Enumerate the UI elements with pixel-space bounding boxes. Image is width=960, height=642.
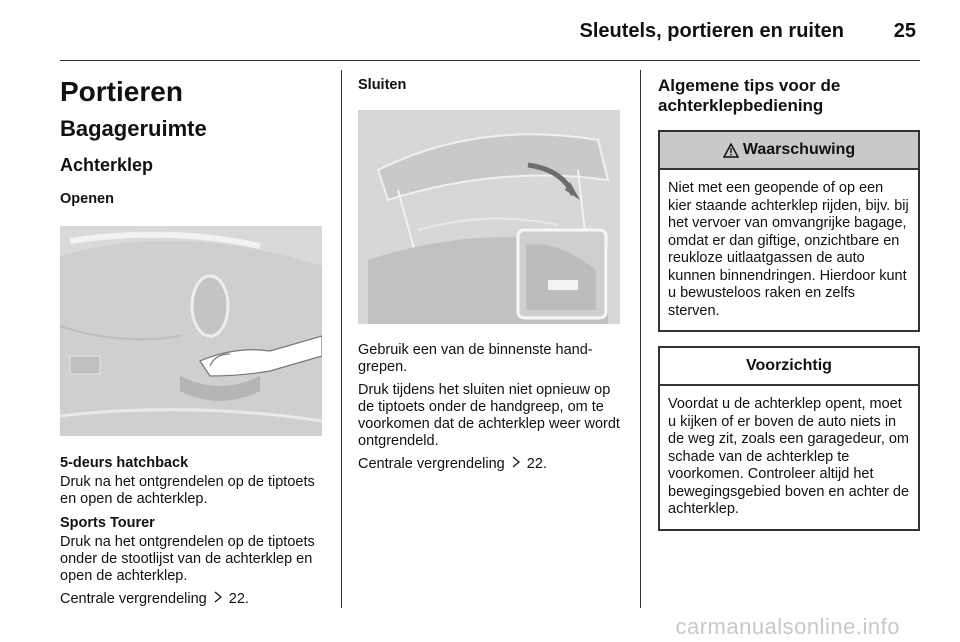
column-divider-1 — [341, 70, 342, 608]
caution-box-header — [660, 348, 918, 386]
label-sports-tourer: Sports Tourer — [60, 515, 155, 531]
warning-body: Niet met een geopende of op een kier staande achterklep rijden, bijv. bij het vervoer van omvangrijke bagage, omdat er dan giftige, onzichtbare en reukloze uitlaatgassen de auto kunnen binnendringen. Hierdoor kunt u bewusteloos raken en zelfs sterven. — [668, 180, 909, 319]
caution-box — [658, 346, 920, 531]
watermark: carmanualsonline.info — [675, 614, 900, 639]
page-reference-arrow-icon — [512, 456, 520, 473]
central-locking-reference — [60, 591, 322, 608]
text-sports-tourer: Druk na het ontgrendelen op de tiptoets onder de stootlijst van de achterklep en open de achterklep. — [60, 534, 315, 584]
text-closing-note: Druk tijdens het sluiten niet opnieuw op de tiptoets onder de handgreep, om te voorkomen dat de achterklep weer wordt ontgrendeld. — [358, 382, 620, 449]
section-title: Portieren — [60, 76, 183, 107]
text-5-door-hatchback: Druk na het ontgrendelen op de tiptoets en open de achterklep. — [60, 474, 315, 507]
central-locking-page[interactable]: 22. — [228, 591, 249, 607]
page-number: 25 — [893, 20, 916, 42]
column-1 — [60, 66, 322, 608]
illustration-opening-tailgate — [60, 226, 322, 436]
header-title: Sleutels, portieren en ruiten — [579, 20, 844, 42]
topic-title: Achterklep — [60, 155, 154, 175]
column-2 — [358, 66, 620, 473]
warning-triangle-icon — [723, 143, 739, 158]
central-locking-page-2[interactable]: 22. — [526, 456, 547, 472]
subtopic-opening: Openen — [60, 191, 114, 207]
central-locking-text-2: Centrale vergrendeling — [358, 456, 505, 472]
page-reference-arrow-icon — [214, 591, 222, 608]
text-inner-handles: Gebruik een van de binnenste handgrepen. — [358, 342, 593, 375]
header-rule — [60, 60, 920, 61]
warning-box-header — [660, 132, 918, 170]
caution-title: Voorzichtig — [746, 357, 832, 374]
warning-box — [658, 130, 920, 332]
tips-heading: Algemene tips voor de achterklepbediening — [658, 76, 841, 115]
illustration-closing-tailgate — [358, 110, 620, 324]
caution-body: Voordat u de achterklep opent, moet u kijken of er boven de auto niets in de weg zit, zoals een garagedeur, om schade van de achterklep te voorkomen. Controleer altijd het bewegingsgebied boven en achter de achterklep. — [668, 396, 910, 517]
column-divider-2 — [640, 70, 641, 608]
label-5-door-hatchback: 5-deurs hatchback — [60, 455, 189, 471]
subtopic-closing: Sluiten — [358, 77, 407, 93]
column-3 — [658, 66, 920, 531]
subsection-title: Bagageruimte — [60, 116, 207, 141]
warning-title: Waarschuwing — [742, 141, 856, 158]
central-locking-reference-2 — [358, 456, 620, 473]
central-locking-text: Centrale vergrendeling — [60, 591, 207, 607]
